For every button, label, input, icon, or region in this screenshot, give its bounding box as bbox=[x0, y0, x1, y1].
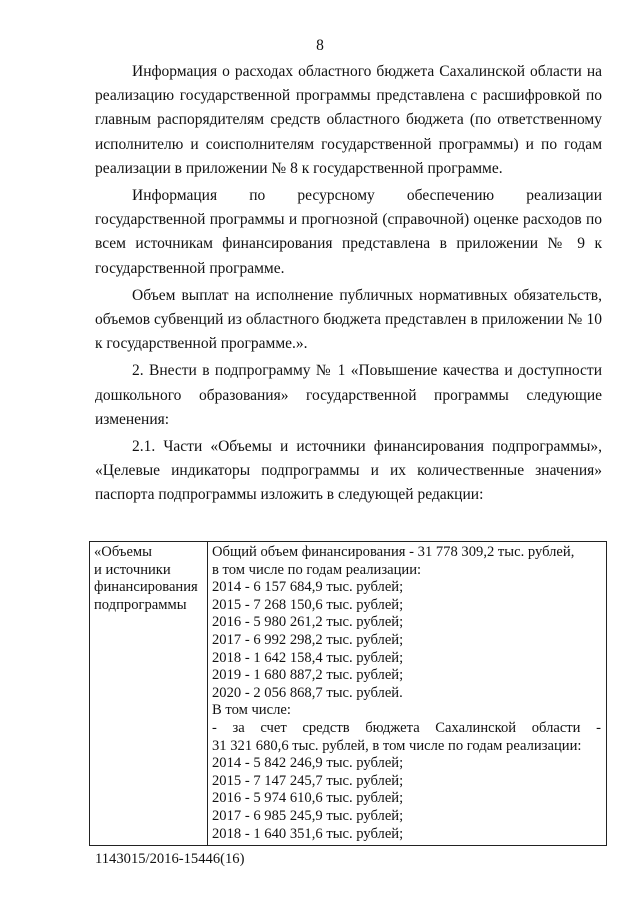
year-amount-line: 2020 - 2 056 868,7 тыс. рублей. bbox=[212, 684, 403, 701]
funding-label-cell bbox=[90, 542, 208, 846]
year-amount-line: 2017 - 6 992 298,2 тыс. рублей; bbox=[212, 631, 404, 648]
label-line: финансирования bbox=[94, 579, 198, 596]
year-amount-line: 2015 - 7 268 150,6 тыс. рублей; bbox=[212, 596, 404, 613]
label-line: подпрограммы bbox=[94, 596, 187, 613]
year-amount-line: 2017 - 6 985 245,9 тыс. рублей; bbox=[212, 807, 404, 824]
year-amount-line: 2014 - 5 842 246,9 тыс. рублей; bbox=[212, 755, 404, 772]
year-amount-line: 2016 - 5 980 261,2 тыс. рублей; bbox=[212, 614, 404, 631]
label-line: «Объемы bbox=[94, 544, 152, 560]
table-row bbox=[90, 542, 607, 846]
year-amount-line: 2018 - 1 640 351,6 тыс. рублей; bbox=[212, 825, 404, 842]
page-number: 8 bbox=[316, 37, 324, 54]
document-body bbox=[95, 60, 602, 508]
year-amount-line: 2016 - 5 974 610,6 тыс. рублей; bbox=[212, 790, 404, 807]
year-amount-line: 2018 - 1 642 158,4 тыс. рублей; bbox=[212, 649, 404, 666]
passport-table bbox=[89, 541, 607, 846]
value-line: в том числе по годам реализации: bbox=[212, 561, 422, 578]
funding-value-cell bbox=[208, 542, 607, 846]
paragraph-amendment-2-1: 2.1. Части «Объемы и источники финансирования подпрограммы», «Целевые индикаторы подпрограммы и их количественные значения» паспорта подпрограммы изложить в следующей редакции: bbox=[95, 438, 602, 504]
year-amount-line: 2019 - 1 680 887,2 тыс. рублей; bbox=[212, 667, 404, 684]
regional-budget-total-line: 31 321 680,6 тыс. рублей, в том числе по годам реализации: bbox=[212, 737, 582, 754]
regional-budget-line: - за счет средств бюджета Сахалинской области - bbox=[212, 719, 601, 736]
paragraph-amendment-2: 2. Внести в подпрограмму № 1 «Повышение качества и доступности дошкольного образования» государственной программы следующие изменения: bbox=[95, 362, 602, 428]
year-amount-line: 2014 - 6 157 684,9 тыс. рублей; bbox=[212, 579, 404, 596]
year-amount-line: 2015 - 7 147 245,7 тыс. рублей; bbox=[212, 772, 404, 789]
document-registration-number: 1143015/2016-15446(16) bbox=[95, 851, 245, 867]
paragraph-payments-info: Объем выплат на исполнение публичных нормативных обязательств, объемов субвенций из областного бюджета представлен в приложении № 10 к государственной программе.». bbox=[95, 286, 602, 353]
paragraph-expenses-info: Информация о расходах областного бюджета Сахалинской области на реализацию государственной программы представлена с расшифровкой по главным распорядителям средств областного бюджета (по ответственному исполнителю и соисполнителям государственной программы) и по годам реализации в приложении № 8 к государственной программе. bbox=[95, 63, 602, 177]
paragraph-resource-info: Информация по ресурсному обеспечению реализации государственной программы и прогнозной (справочной) оценке расходов по всем источникам финансирования представлена в приложении № 9 к государственной программе. bbox=[95, 187, 602, 277]
value-line: В том числе: bbox=[212, 702, 291, 719]
total-funding-line: Общий объем финансирования - 31 778 309,2 тыс. рублей, bbox=[212, 544, 575, 560]
label-line: и источники bbox=[94, 561, 171, 578]
